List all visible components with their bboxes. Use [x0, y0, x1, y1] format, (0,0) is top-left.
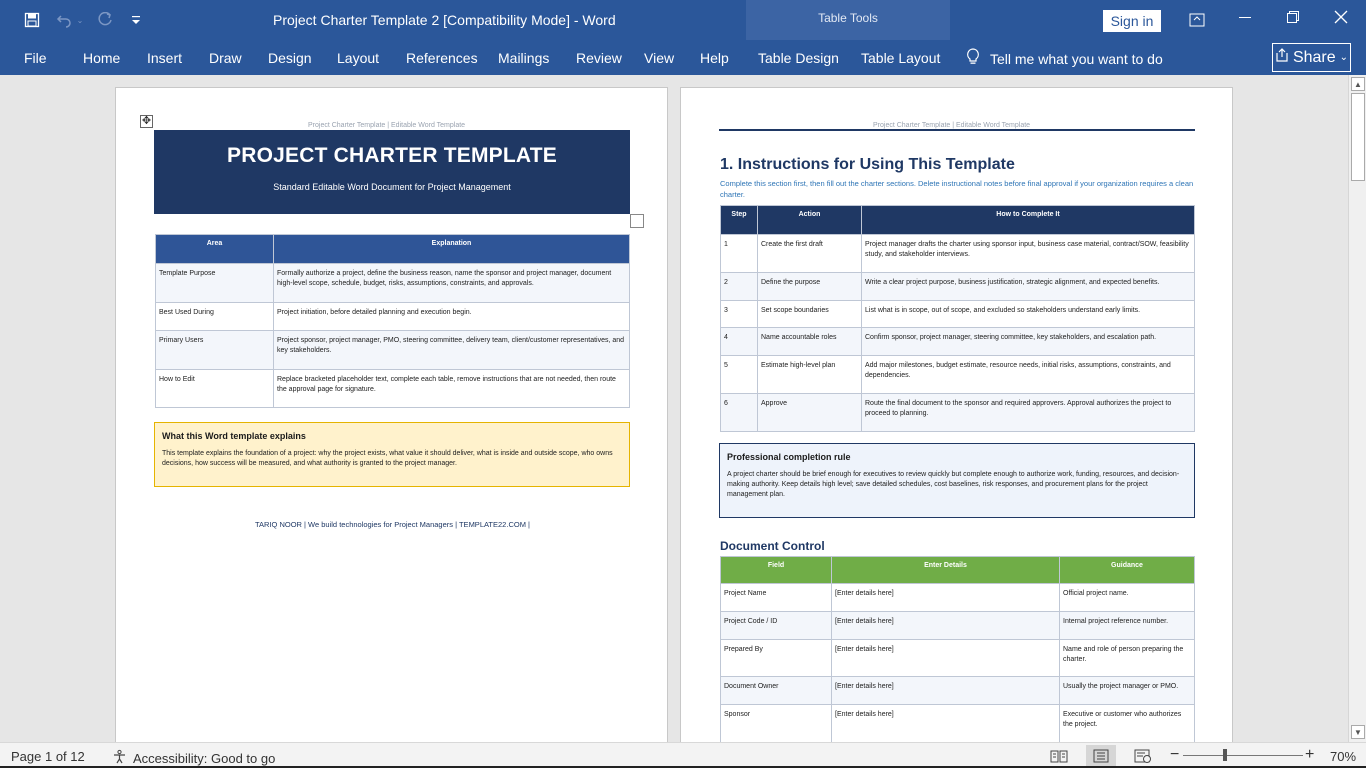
table-header: Explanation	[274, 235, 630, 264]
table-row	[721, 394, 1195, 432]
table-cell[interactable]: [Enter details here]	[832, 677, 1060, 705]
table-cell: Route the final document to the sponsor and required approvers. Approval authorizes the project to proceed to planning.	[862, 394, 1195, 432]
tab-table-design[interactable]: Table Design	[758, 50, 839, 66]
table-cell: Document Owner	[721, 677, 832, 705]
tab-design[interactable]: Design	[268, 50, 312, 66]
completion-rule-box	[719, 443, 1195, 518]
tab-table-layout[interactable]: Table Layout	[861, 50, 941, 66]
table-row	[156, 331, 630, 370]
table-cell: Project manager drafts the charter using sponsor input, business case material, contract/SOW, feasibility study, and stakeholder interviews.	[862, 235, 1195, 273]
table-header: Field	[721, 557, 832, 584]
table-header: Step	[721, 206, 758, 235]
tab-home[interactable]: Home	[83, 50, 121, 66]
table-cell: List what is in scope, out of scope, and excluded so stakeholders understand early limits.	[862, 301, 1195, 328]
undo-dropdown-icon[interactable]: ⌄	[76, 15, 84, 25]
close-icon[interactable]	[1318, 0, 1364, 34]
template-explanation-note	[154, 422, 630, 487]
table-move-handle-icon[interactable]: ✥	[141, 115, 152, 127]
table-cell: Write a clear project purpose, business justification, strategic alignment, and expected benefits.	[862, 273, 1195, 301]
table-cell: Template Purpose	[156, 264, 274, 303]
table-cell[interactable]: [Enter details here]	[832, 612, 1060, 640]
accessibility-label: Accessibility: Good to go	[133, 750, 276, 766]
table-cell: Define the purpose	[758, 273, 862, 301]
note-title: What this Word template explains	[162, 431, 306, 441]
redo-icon[interactable]	[95, 10, 115, 30]
header-rule	[719, 129, 1195, 131]
table-cell: Confirm sponsor, project manager, steering committee, key stakeholders, and escalation path.	[862, 328, 1195, 356]
rule-body: A project charter should be brief enough for executives to review quickly but complete enough to authorize work, funding, resources, and decision-making authority. Keep details high level; save detailed schedules, cost baselines, risk responses, and procurement plans for the project management plan.	[727, 471, 1180, 498]
document-control-heading: Document Control	[720, 539, 825, 553]
table-header: How to Complete It	[862, 206, 1195, 235]
table-header: Area	[156, 235, 274, 264]
table-cell: 1	[721, 235, 758, 273]
table-cell: Project initiation, before detailed planning and execution begin.	[274, 303, 630, 331]
vertical-scrollbar[interactable]	[1348, 75, 1366, 742]
share-icon	[1275, 48, 1289, 67]
scroll-up-icon[interactable]: ▲	[1351, 77, 1365, 91]
section-intro: Complete this section first, then fill out the charter sections. Delete instructional notes before final approval if your organization requires a clean charter.	[720, 179, 1194, 199]
table-row	[721, 235, 1195, 273]
zoom-out-icon[interactable]: −	[1170, 746, 1180, 763]
table-cell: Internal project reference number.	[1060, 612, 1195, 640]
table-cell: Official project name.	[1060, 584, 1195, 612]
table-cell: Best Used During	[156, 303, 274, 331]
tab-view[interactable]: View	[644, 50, 675, 66]
table-cell: 5	[721, 356, 758, 394]
tab-draw[interactable]: Draw	[209, 50, 242, 66]
section-heading: 1. Instructions for Using This Template	[720, 156, 1015, 173]
tell-me-label: Tell me what you want to do	[990, 50, 1163, 67]
print-layout-icon[interactable]	[1086, 745, 1116, 767]
tab-mailings[interactable]: Mailings	[498, 50, 550, 66]
table-tools-label: Table Tools	[818, 11, 878, 25]
table-header: Enter Details	[832, 557, 1060, 584]
table-row	[721, 705, 1195, 743]
page-header: Project Charter Template | Editable Word Template	[308, 122, 466, 129]
table-cell: Prepared By	[721, 640, 832, 677]
table-cell[interactable]: [Enter details here]	[832, 705, 1060, 743]
table-cell[interactable]: [Enter details here]	[832, 640, 1060, 677]
read-mode-icon[interactable]	[1044, 745, 1074, 767]
table-row	[721, 356, 1195, 394]
tab-layout[interactable]: Layout	[337, 50, 380, 66]
table-cell: 2	[721, 273, 758, 301]
customize-qat-icon[interactable]	[126, 10, 146, 30]
table-cell: How to Edit	[156, 370, 274, 408]
tell-me-search[interactable]	[966, 48, 1163, 69]
table-row	[156, 303, 630, 331]
table-cell: Name and role of person preparing the charter.	[1060, 640, 1195, 677]
table-cell: Formally authorize a project, define the business reason, name the sponsor and project manager, document high-level scope, schedule, budget, risks, assumptions, constraints, and approvals.	[274, 264, 630, 303]
table-cell[interactable]: [Enter details here]	[832, 584, 1060, 612]
table-row	[721, 640, 1195, 677]
tab-insert[interactable]: Insert	[147, 50, 183, 66]
table-cell: 4	[721, 328, 758, 356]
title-banner	[154, 130, 630, 214]
title-bar	[0, 0, 1366, 40]
overview-table	[155, 234, 630, 408]
tab-help[interactable]: Help	[700, 50, 729, 66]
table-row	[721, 328, 1195, 356]
table-cell: Usually the project manager or PMO.	[1060, 677, 1195, 705]
table-cell: Replace bracketed placeholder text, complete each table, remove instructions that are not needed, then route the approval page for signature.	[274, 370, 630, 408]
document-page-2[interactable]	[680, 87, 1233, 742]
restore-icon[interactable]	[1270, 0, 1316, 34]
ribbon-tabs	[0, 40, 1366, 75]
table-cell: 6	[721, 394, 758, 432]
zoom-slider[interactable]	[1183, 755, 1303, 756]
web-layout-icon[interactable]	[1128, 745, 1158, 767]
share-label: Share	[1292, 48, 1336, 66]
table-row	[156, 264, 630, 303]
table-row	[721, 273, 1195, 301]
tab-review[interactable]: Review	[576, 50, 622, 66]
banner-subtitle: Standard Editable Word Document for Project Management	[273, 182, 511, 192]
table-cell: Name accountable roles	[758, 328, 862, 356]
table-cell: Executive or customer who authorizes the project.	[1060, 705, 1195, 743]
table-cell: Project sponsor, project manager, PMO, steering committee, delivery team, client/customer representatives, and key stakeholders.	[274, 331, 630, 370]
zoom-level[interactable]: 70%	[1330, 749, 1357, 764]
status-bar	[0, 742, 1366, 768]
scroll-thumb[interactable]	[1351, 93, 1365, 181]
page-header: Project Charter Template | Editable Word Template	[873, 122, 1031, 129]
scroll-down-icon[interactable]: ▼	[1351, 725, 1365, 739]
minimize-icon[interactable]	[1222, 0, 1268, 34]
document-control-table	[720, 556, 1195, 742]
note-body: This template explains the foundation of a project: why the project exists, what value it should deliver, what is inside and outside scope, who owns decisions, how success will be measured, and what authority is granted to the project manager.	[162, 450, 613, 467]
zoom-in-icon[interactable]: +	[1305, 746, 1315, 763]
table-header: Action	[758, 206, 862, 235]
tab-references[interactable]: References	[406, 50, 478, 66]
page-count[interactable]: Page 1 of 12	[11, 749, 85, 764]
banner-title: PROJECT CHARTER TEMPLATE	[227, 144, 557, 167]
lightbulb-icon	[966, 48, 980, 69]
table-cell: Project Code / ID	[721, 612, 832, 640]
chevron-down-icon: ⌄	[1339, 52, 1349, 63]
accessibility-icon	[112, 749, 127, 767]
accessibility-status[interactable]	[112, 749, 275, 767]
table-row	[156, 370, 630, 408]
zoom-slider-thumb[interactable]	[1223, 749, 1227, 761]
table-row	[721, 612, 1195, 640]
ribbon-display-icon[interactable]	[1174, 3, 1220, 37]
table-cell: 3	[721, 301, 758, 328]
rule-title: Professional completion rule	[727, 452, 851, 462]
table-row	[721, 584, 1195, 612]
table-row	[721, 677, 1195, 705]
document-title: Project Charter Template 2 [Compatibility Mode] - Word	[273, 12, 616, 28]
table-cell: Project Name	[721, 584, 832, 612]
save-icon[interactable]	[22, 10, 42, 30]
document-canvas[interactable]	[0, 75, 1348, 742]
sign-in-button[interactable]: Sign in	[1103, 10, 1161, 32]
share-button[interactable]	[1272, 43, 1351, 72]
undo-icon[interactable]	[54, 10, 74, 30]
table-cell: Set scope boundaries	[758, 301, 862, 328]
table-row	[721, 301, 1195, 328]
table-header: Guidance	[1060, 557, 1195, 584]
instructions-table	[720, 205, 1195, 432]
table-cell: Create the first draft	[758, 235, 862, 273]
table-cell: Primary Users	[156, 331, 274, 370]
table-resize-handle[interactable]	[630, 214, 644, 228]
table-cell: Approve	[758, 394, 862, 432]
table-cell: Add major milestones, budget estimate, resource needs, initial risks, assumptions, constraints, and dependencies.	[862, 356, 1195, 394]
page-footer: TARIQ NOOR | We build technologies for Project Managers | TEMPLATE22.COM |	[255, 520, 530, 529]
table-cell: Sponsor	[721, 705, 832, 743]
table-cell: Estimate high-level plan	[758, 356, 862, 394]
tab-file[interactable]: File	[24, 50, 47, 66]
document-page-1[interactable]	[115, 87, 668, 742]
